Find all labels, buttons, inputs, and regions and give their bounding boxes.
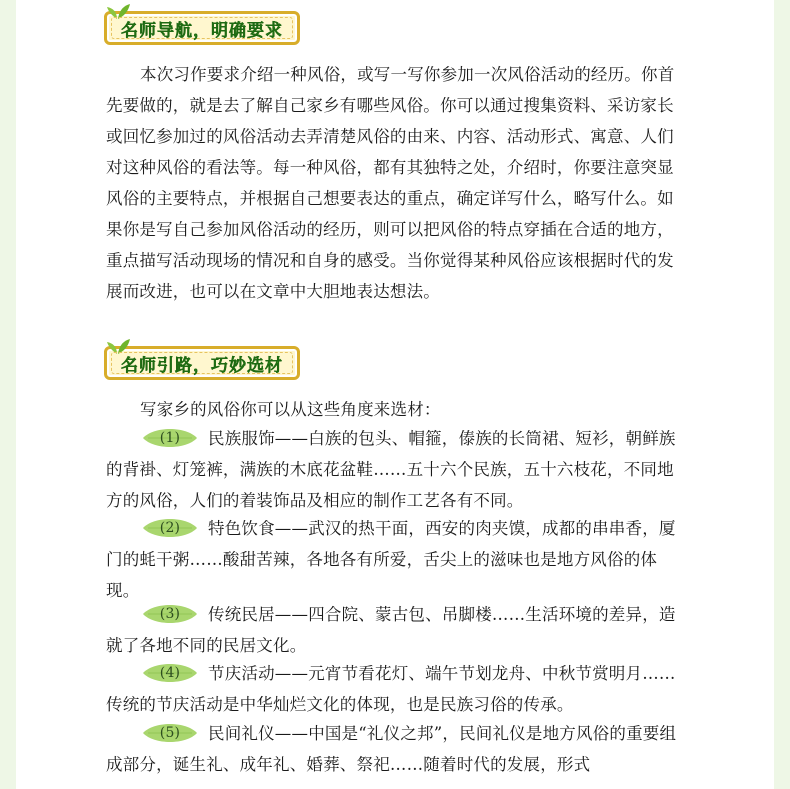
guide-paragraph: [106, 59, 690, 307]
list-item: [106, 513, 690, 606]
list-item: [106, 658, 690, 720]
leaf-badge-icon: [142, 427, 198, 449]
leaf-badge-icon: [142, 603, 198, 625]
section-heading-text: 名师导航，明确要求: [121, 20, 283, 41]
leaf-badge-icon: [142, 517, 198, 539]
item-text: 节庆活动——元宵节看花灯、端午节划龙舟、中秋节赏明月……传统的节庆活动是中华灿烂文化的体现，也是民族习俗的传承。: [106, 664, 676, 714]
item-text: 民间礼仪——中国是“礼仪之邦”，民间礼仪是地方风俗的重要组成部分，诞生礼、成年礼、婚葬、祭祀……随着时代的发展，形式: [106, 724, 677, 774]
material-intro-text: 写家乡的风俗你可以从这些角度来选材：: [140, 400, 441, 419]
item-text: 传统民居——四合院、蒙古包、吊脚楼……生活环境的差异，造就了各地不同的民居文化。: [106, 605, 676, 655]
section-heading-material: [104, 346, 300, 380]
section-heading-guide: [104, 11, 300, 45]
list-item: [106, 718, 690, 780]
item-number: (5): [159, 725, 181, 741]
list-item: [106, 599, 690, 661]
section-heading-text: 名师引路，巧妙选材: [121, 355, 283, 376]
leaf-badge-icon: [142, 722, 198, 744]
leaf-badge-icon: [142, 662, 198, 684]
guide-paragraph-text: 本次习作要求介绍一种风俗，或写一写你参加一次风俗活动的经历。你首先要做的，就是去了解自己家乡有哪些风俗。你可以通过搜集资料、采访家长或回忆参加过的风俗活动去弄清楚风俗的由来、内容、活动形式、寓意、人们对这种风俗的看法等。每一种风俗，都有其独特之处，介绍时，你要注意突显风俗的主要特点，并根据自己想要表达的重点，确定详写什么，略写什么。如果你是写自己参加风俗活动的经历，则可以把风俗的特点穿插在合适的地方，重点描写活动现场的情况和自身的感受。当你觉得某种风俗应该根据时代的发展而改进，也可以在文章中大胆地表达想法。: [106, 65, 675, 301]
list-item: [106, 423, 690, 516]
item-number: (3): [159, 606, 181, 622]
item-number: (2): [159, 520, 181, 536]
item-number: (4): [159, 665, 181, 681]
item-text: 特色饮食——武汉的热干面，西安的肉夹馍，成都的串串香，厦门的蚝干粥……酸甜苦辣，各地各有所爱，舌尖上的滋味也是地方风俗的体现。: [106, 519, 676, 600]
item-number: (1): [159, 430, 181, 446]
material-intro: [106, 394, 690, 425]
item-text: 民族服饰——白族的包头、帽箍，傣族的长筒裙、短衫，朝鲜族的背褂、灯笼裤，满族的木底花盆鞋……五十六个民族，五十六枝花，不同地方的风俗，人们的着装饰品及相应的制作工艺各有不同。: [106, 429, 676, 510]
